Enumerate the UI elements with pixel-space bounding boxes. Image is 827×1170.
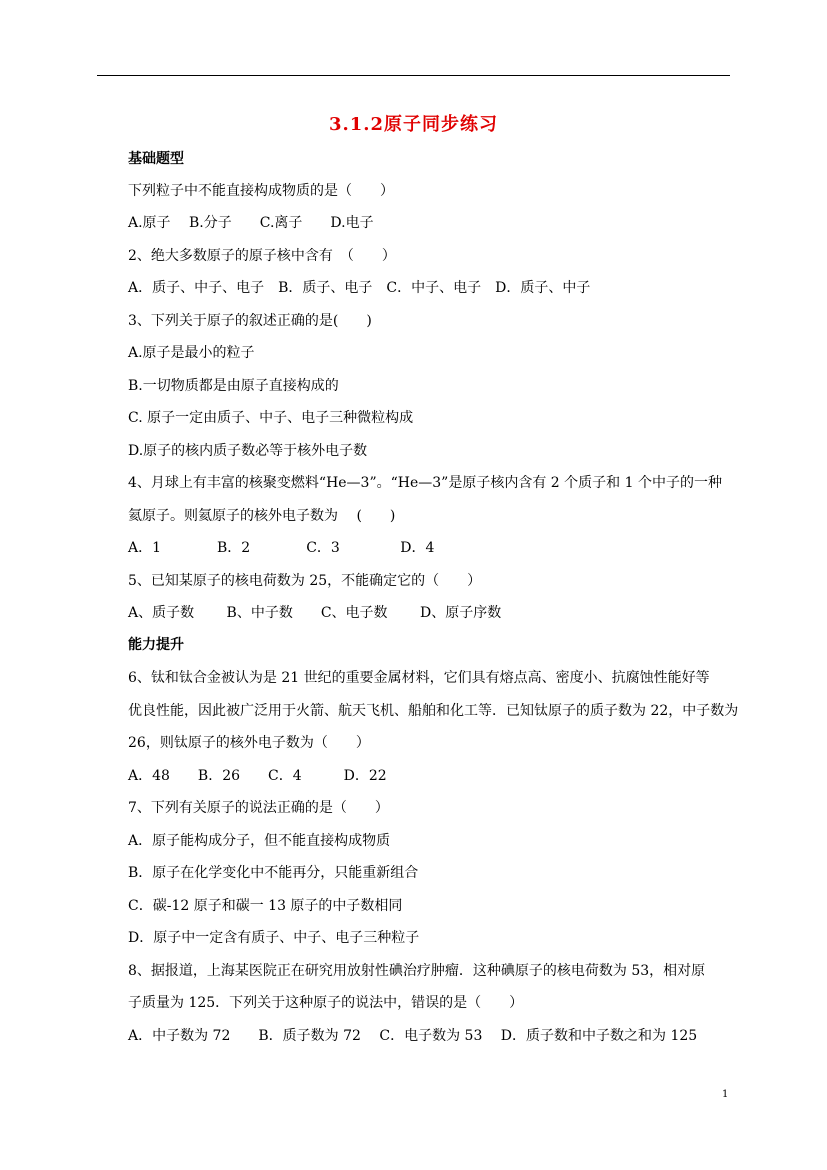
question-1-stem: 下列粒子中不能直接构成物质的是（ ） (128, 183, 394, 199)
question-6-stem-line-3: 26，则钛原子的核外电子数为（ ） (128, 735, 370, 751)
question-5-options: A、质子数 B、中子数 C、电子数 D、原子序数 (128, 605, 502, 621)
question-3-option-a: A.原子是最小的粒子 (128, 345, 255, 361)
question-3-option-c: C. 原子一定由质子、中子、电子三种微粒构成 (128, 410, 414, 426)
question-4-options: A．1 B．2 C．3 D．4 (128, 540, 435, 556)
question-3-stem: 3、下列关于原子的叙述正确的是( ) (128, 313, 372, 329)
question-4-stem-line-2: 氦原子。则氦原子的核外电子数为 ( ) (128, 508, 396, 524)
question-6-stem-line-1: 6、钛和钛合金被认为是 21 世纪的重要金属材料，它们具有熔点高、密度小、抗腐蚀性能好等 (128, 670, 710, 686)
header-rule (97, 75, 730, 76)
question-7-option-b: B．原子在化学变化中不能再分，只能重新组合 (128, 865, 419, 881)
question-2-stem: 2、绝大多数原子的原子核中含有 （ ） (128, 248, 396, 264)
question-7-stem: 7、下列有关原子的说法正确的是（ ） (128, 800, 389, 816)
question-7-option-a: A．原子能构成分子，但不能直接构成物质 (128, 833, 391, 849)
question-7-option-c: C．碳-12 原子和碳一 13 原子的中子数相同 (128, 898, 403, 914)
question-6-options: A．48 B．26 C．4 D．22 (128, 768, 387, 784)
question-3-option-d: D.原子的核内质子数必等于核外电子数 (128, 443, 368, 459)
question-8-stem-line-2: 子质量为 125．下列关于这种原子的说法中，错误的是（ ） (128, 995, 524, 1011)
section-heading-advanced: 能力提升 (128, 637, 184, 653)
question-4-stem-line-1: 4、月球上有丰富的核聚变燃料“He—3”。“He—3”是原子核内含有 2 个质子和 1 个中子的一种 (128, 475, 722, 491)
question-3-option-b: B.一切物质都是由原子直接构成的 (128, 378, 339, 394)
question-1-options: A.原子 B.分子 C.离子 D.电子 (128, 215, 374, 231)
question-8-options: A．中子数为 72 B．质子数为 72 C．电子数为 53 D．质子数和中子数之和为 125 (128, 1028, 698, 1044)
question-7-option-d: D．原子中一定含有质子、中子、电子三种粒子 (128, 930, 420, 946)
question-5-stem: 5、已知某原子的核电荷数为 25，不能确定它的（ ） (128, 573, 482, 589)
page-title: 3.1.2原子同步练习 (328, 114, 499, 135)
question-2-options: A．质子、中子、电子 B．质子、电子 C．中子、电子 D．质子、中子 (128, 280, 591, 296)
page-number: 1 (722, 1089, 729, 1100)
question-8-stem-line-1: 8、据报道，上海某医院正在研究用放射性碘治疗肿瘤．这种碘原子的核电荷数为 53，相对原 (128, 963, 706, 979)
question-6-stem-line-2: 优良性能，因此被广泛用于火箭、航天飞机、船舶和化工等．已知钛原子的质子数为 22，中子数为 (128, 703, 739, 719)
section-heading-basic: 基础题型 (128, 151, 184, 167)
